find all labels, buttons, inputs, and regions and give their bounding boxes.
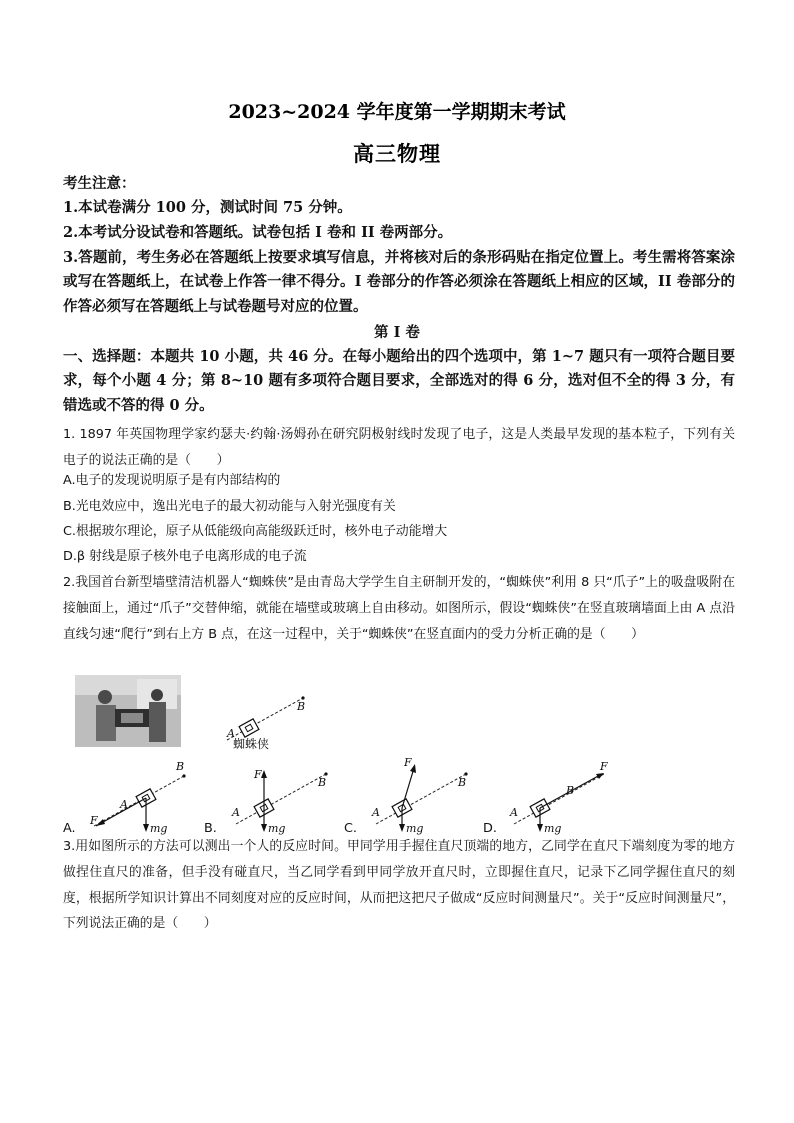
option-a-weight-label: mg	[150, 822, 168, 835]
question-1-option-c: C.根据玻尔理论，原子从低能级向高能级跃迁时，核外电子动能增大	[63, 524, 448, 539]
notice-item-3: 3.答题前，考生务必在答题纸上按要求填写信息，并将核对后的条形码贴在指定位置上。考生需将答案涂或写在答题纸上，在试卷上作答一律不得分。I 卷部分的作答必须涂在答题纸上相应的区域，II 卷部分的作答必须写在答题纸上与试卷题号对应的位置。	[63, 249, 735, 315]
label-point-b: B	[297, 700, 306, 713]
robot-photo	[75, 675, 181, 747]
option-c-label: C.	[344, 821, 358, 836]
option-a-point-b: B	[176, 760, 185, 773]
question-1-stem: 1. 1897 年英国物理学家约瑟夫·约翰·汤姆孙在研究阴极射线时发现了电子，这是人类最早发现的基本粒子，下列有关电子的说法正确的是（ ）	[63, 427, 735, 468]
question-3-stem: 3.用如图所示的方法可以测出一个人的反应时间。甲同学用手握住直尺顶端的地方，乙同学在直尺下端刻度为零的地方做捏住直尺的准备，但手没有碰直尺，当乙同学看到甲同学放开直尺时，立即握住直尺，记录下乙同学握住直尺的刻度，根据所学知识计算出不同刻度对应的反应时间，从而把这把尺子做成“反应时间测量尺”。关于“反应时间测量尺”，下列说法正确的是（ ）	[63, 839, 735, 932]
label-point-a: A	[227, 727, 235, 740]
exam-title: 2023~2024 学年度第一学期期末考试	[228, 101, 566, 123]
notice-heading: 考生注意：	[63, 175, 136, 192]
option-a-label: A.	[63, 821, 76, 836]
question-2-stem: 2.我国首台新型墙壁清洁机器人“蜘蛛侠”是由青岛大学学生自主研制开发的，“蜘蛛侠”利用 8 只“爪子”上的吸盘吸附在接触面上，通过“爪子”交替伸缩，就能在墙壁或玻璃上自由移动。如图所示，假设“蜘蛛侠”在竖直玻璃墙面上由 A 点沿直线匀速“爬行”到右上方 B 点，在这一过程中，关于“蜘蛛侠”在竖直面内的受力分析正确的是（ ）	[63, 575, 735, 642]
option-c-force-label: F	[404, 758, 412, 769]
notice-item-2: 2.本考试分设试卷和答题纸。试卷包括 I 卷和 II 卷两部分。	[63, 224, 453, 241]
option-d-weight-label: mg	[544, 822, 562, 835]
option-a-point-a: A	[120, 798, 128, 811]
robot-path-diagram	[215, 680, 325, 752]
option-b-point-a: A	[232, 806, 240, 819]
volume-heading: 第 I 卷	[374, 324, 420, 341]
option-c-point-a: A	[372, 806, 380, 819]
notice-item-1: 1.本试卷满分 100 分，测试时间 75 分钟。	[63, 199, 352, 216]
option-b-force-label: F	[254, 768, 262, 781]
option-d-point-b: B	[566, 784, 575, 797]
option-b-point-b: B	[318, 776, 327, 789]
exam-subject: 高三物理	[353, 141, 441, 166]
option-a-force-label: F	[90, 814, 98, 827]
question-1-option-d: D.β 射线是原子核外电子电离形成的电子流	[63, 549, 307, 564]
option-d-diagram	[500, 758, 612, 838]
option-b-label: B.	[204, 821, 217, 836]
option-c-diagram	[362, 758, 474, 838]
option-c-point-b: B	[458, 776, 467, 789]
label-robot-name: 蜘蛛侠	[233, 737, 270, 751]
question-1-option-a: A.电子的发现说明原子是有内部结构的	[63, 473, 281, 488]
option-b-weight-label: mg	[268, 822, 286, 835]
option-d-point-a: A	[510, 806, 518, 819]
option-a-diagram	[80, 758, 192, 838]
question-1-option-b: B.光电效应中，逸出光电子的最大初动能与入射光强度有关	[63, 499, 396, 514]
section-1-intro: 一、选择题：本题共 10 小题，共 46 分。在每小题给出的四个选项中，第 1~7 题只有一项符合题目要求，每个小题 4 分；第 8~10 题有多项符合题目要求，全部选对的得 6 分，选对但不全的得 3 分，有错选或不答的得 0 分。	[63, 348, 735, 414]
option-d-label: D.	[483, 821, 497, 836]
option-b-diagram	[222, 758, 334, 838]
option-d-force-label: F	[600, 760, 608, 773]
option-c-weight-label: mg	[406, 822, 424, 835]
